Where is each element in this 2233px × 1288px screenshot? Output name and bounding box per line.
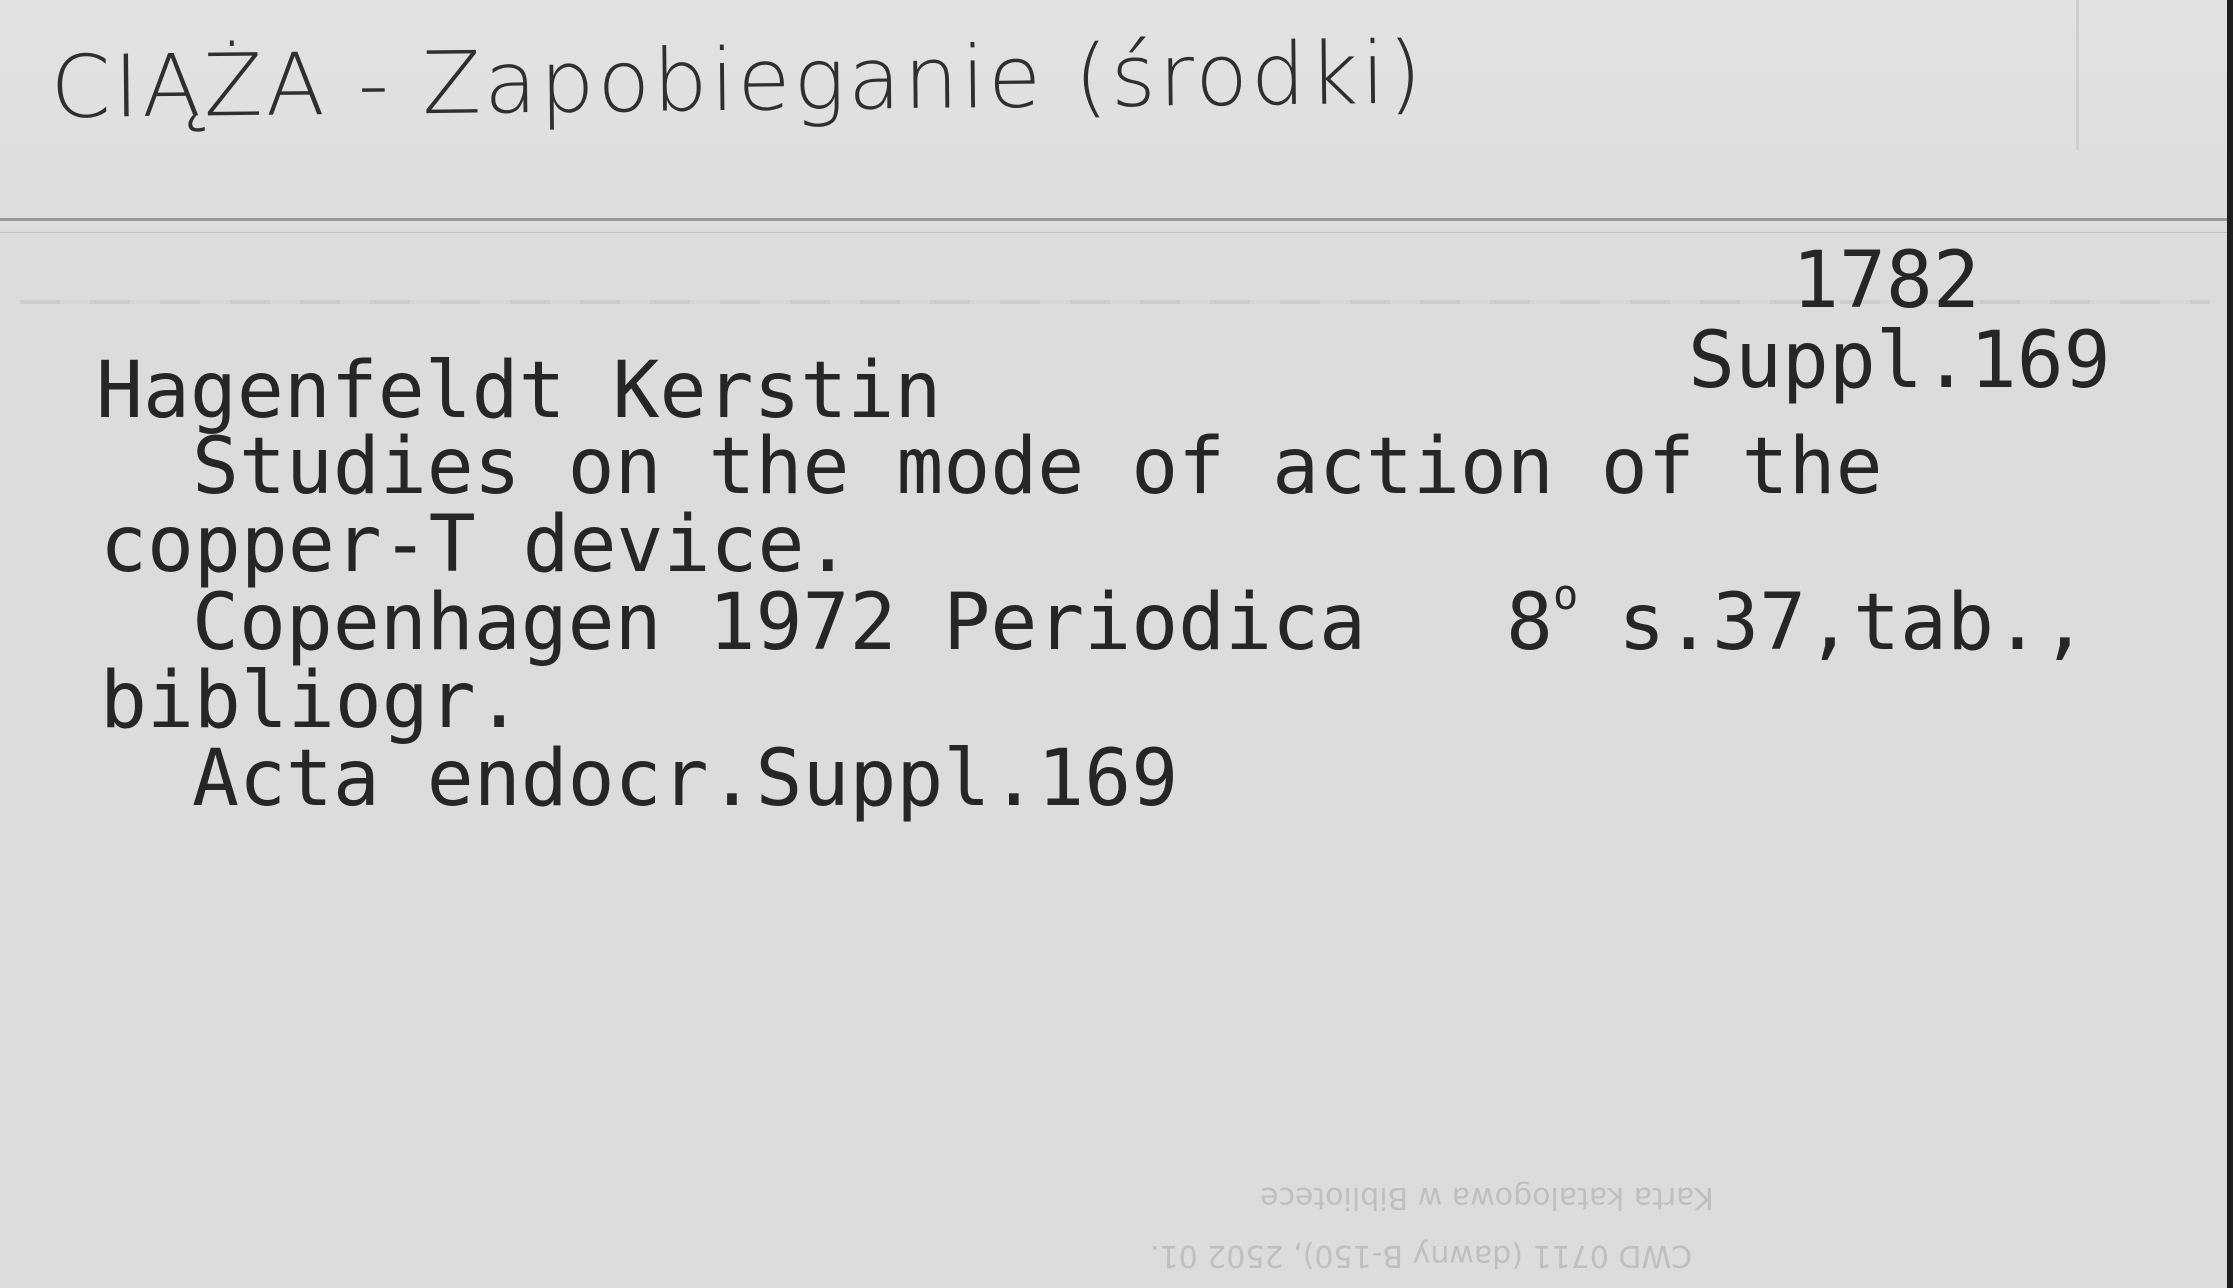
show-through-text-1: Karta katalogowa w Bibliotece <box>1260 1180 1714 1215</box>
format-degree: o <box>1552 570 1579 619</box>
call-number: 1782 <box>1792 236 1980 326</box>
imprint-place-year: Copenhagen 1972 Periodica <box>192 578 1366 668</box>
series-note: Acta endocr.Suppl.169 <box>192 734 1179 824</box>
bibliography-note: bibliogr. <box>100 656 523 746</box>
title-line-1: Studies on the mode of action of the <box>192 422 1883 512</box>
card-margin-mark <box>2076 0 2079 150</box>
supplement-number: Suppl.169 <box>1688 316 2111 406</box>
title-line-2: copper-T device. <box>100 500 852 590</box>
pages-notes: s.37,tab., <box>1618 578 2088 668</box>
author-line: Hagenfeldt Kerstin <box>96 346 942 436</box>
imprint-line <box>192 570 2088 668</box>
heading-rule <box>0 218 2230 221</box>
show-through-text-2: CWD 0711 (dawny B-150), 2502 01. <box>1150 1238 1693 1273</box>
heading-rule-secondary <box>0 232 2230 233</box>
format-size: 8 <box>1506 578 1553 668</box>
subject-heading: CIĄŻA - Zapobieganie (środki) <box>50 23 1426 138</box>
